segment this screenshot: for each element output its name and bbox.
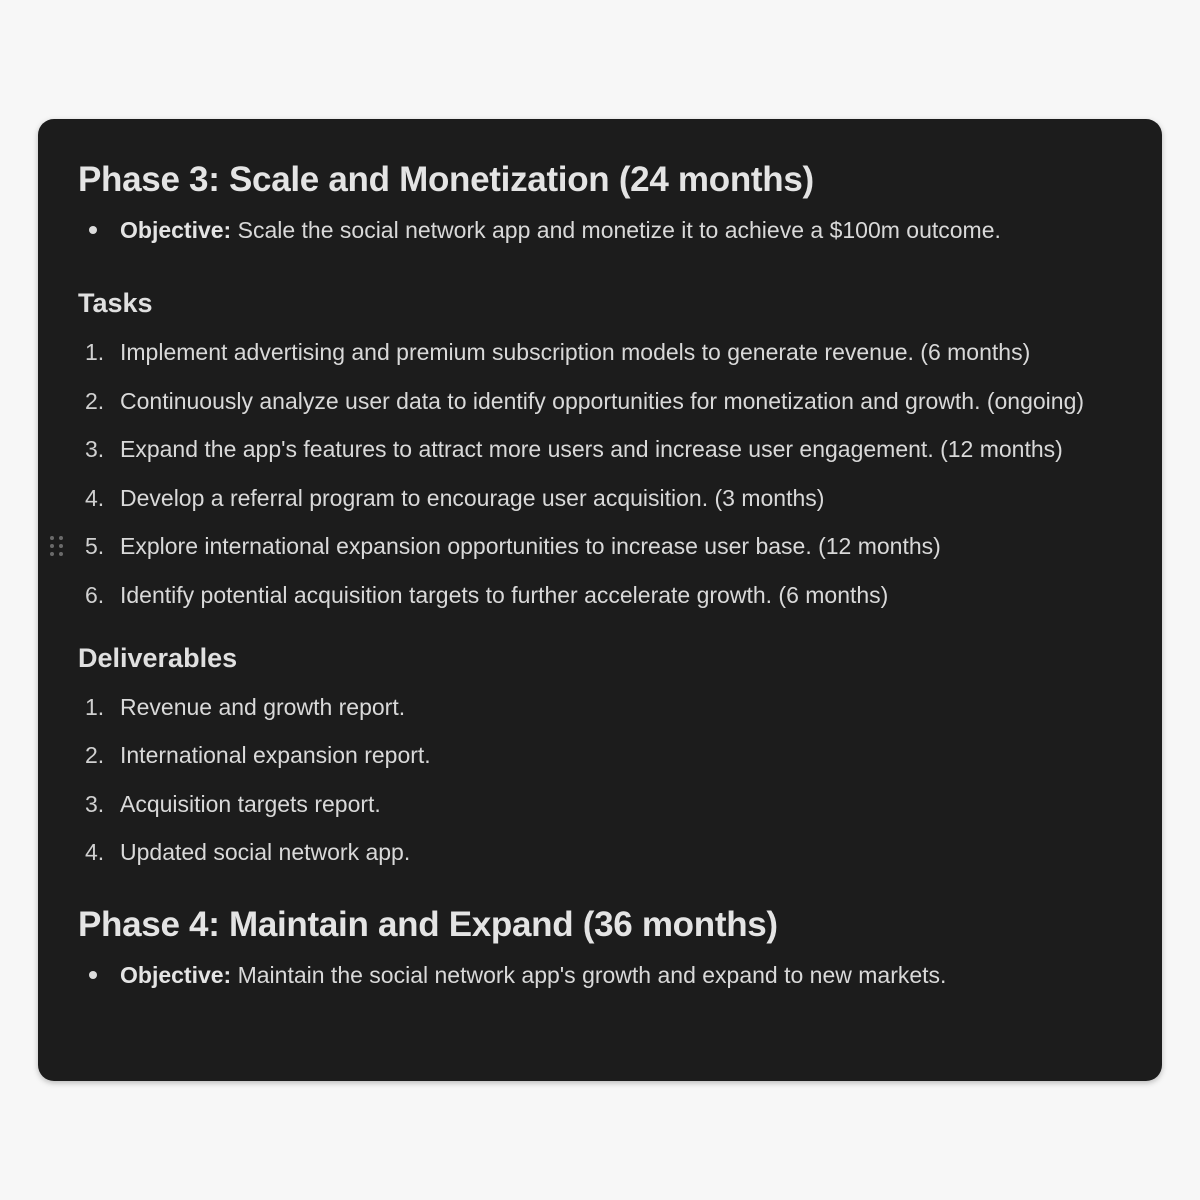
bullet-icon — [89, 971, 97, 979]
document-content — [78, 159, 1146, 991]
task-item[interactable] — [78, 528, 1146, 564]
phase3-heading[interactable]: Phase 3: Scale and Monetization (24 months) — [78, 160, 814, 199]
phase4-objective[interactable] — [78, 959, 1146, 991]
task-number: 3. — [85, 436, 105, 462]
task-text: Implement advertising and premium subscription models to generate revenue. (6 months) — [120, 339, 1031, 365]
task-item[interactable] — [78, 334, 1146, 370]
task-number: 1. — [85, 339, 105, 365]
task-number: 6. — [85, 581, 105, 608]
objective-text: Maintain the social network app's growth and expand to new markets. — [231, 962, 947, 988]
task-item[interactable] — [78, 383, 1146, 419]
deliverables-list — [78, 689, 1146, 871]
deliverable-item[interactable] — [78, 834, 1146, 870]
deliverable-item[interactable] — [78, 689, 1146, 725]
deliverable-number: 3. — [85, 790, 105, 817]
bullet-icon — [89, 226, 97, 234]
task-number: 2. — [85, 387, 105, 414]
deliverable-item[interactable] — [78, 786, 1146, 822]
phase4-heading[interactable]: Phase 4: Maintain and Expand (36 months) — [78, 905, 778, 944]
tasks-heading[interactable]: Tasks — [78, 288, 153, 318]
deliverable-item[interactable] — [78, 737, 1146, 773]
deliverables-heading[interactable]: Deliverables — [78, 642, 238, 673]
deliverable-text: Revenue and growth report. — [120, 693, 406, 720]
task-text: Explore international expansion opportunities to increase user base. (12 months) — [120, 533, 941, 559]
task-text: Develop a referral program to encourage user acquisition. (3 months) — [120, 484, 825, 511]
task-number: 4. — [85, 484, 105, 511]
phase3-objective[interactable] — [78, 214, 1146, 246]
deliverable-text: Acquisition targets report. — [120, 790, 381, 817]
drag-handle-icon[interactable] — [50, 536, 64, 556]
task-text: Expand the app's features to attract more users and increase user engagement. (12 months) — [120, 436, 1063, 462]
task-item[interactable] — [78, 431, 1146, 467]
deliverable-number: 4. — [85, 839, 105, 865]
deliverable-number: 2. — [85, 742, 105, 768]
deliverable-text: International expansion report. — [120, 742, 431, 768]
objective-label: Objective: — [120, 217, 232, 243]
deliverable-text: Updated social network app. — [120, 839, 411, 865]
task-text: Continuously analyze user data to identify opportunities for monetization and growth. (ongoing) — [120, 387, 1085, 414]
objective-label: Objective: — [120, 962, 232, 988]
objective-text: Scale the social network app and monetize it to achieve a $100m outcome. — [231, 217, 1001, 243]
task-number: 5. — [85, 533, 105, 559]
tasks-list — [78, 334, 1146, 613]
deliverable-number: 1. — [85, 693, 105, 720]
document-card — [38, 119, 1162, 1081]
task-text: Identify potential acquisition targets to further accelerate growth. (6 months) — [120, 581, 889, 608]
task-item[interactable] — [78, 577, 1146, 613]
task-item[interactable] — [78, 480, 1146, 516]
